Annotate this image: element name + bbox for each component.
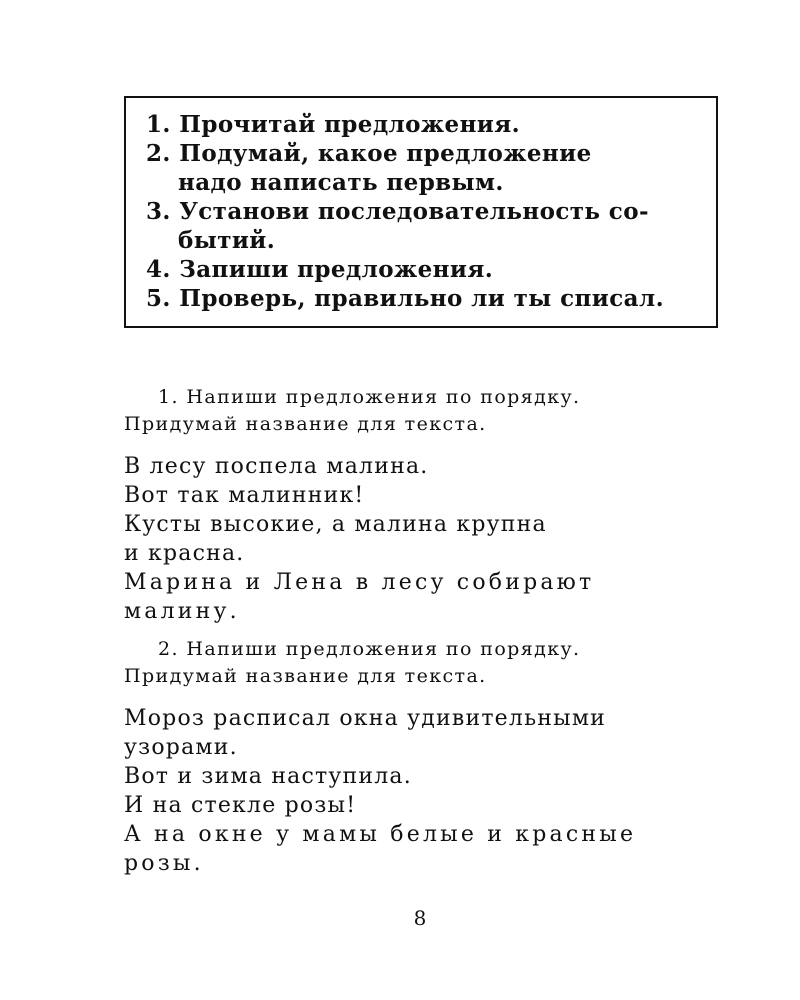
exercise-2 (124, 636, 724, 878)
sentence-line: А на окне у мамы белые и красные (124, 822, 637, 847)
sentence-line: Марина и Лена в лесу собирают (124, 570, 595, 595)
sentence-line: Мороз расписал окна удивительными (124, 706, 607, 731)
sentence-line: малину. (124, 599, 240, 624)
sentence-line: Вот и зима наступила. (124, 764, 412, 789)
task-line: Придумай название для текста. (124, 665, 487, 687)
exercise-2-task (124, 636, 724, 690)
exercise-1 (124, 384, 724, 626)
rule-text: 3. Установи последовательность со- (146, 198, 649, 225)
rule-text: 4. Запиши предложения. (146, 256, 494, 283)
rules-box (124, 96, 718, 328)
rule-text-continuation: бытий. (178, 227, 276, 254)
sentence-line: Вот так малинник! (124, 483, 365, 508)
sentence-line: узорами. (124, 735, 238, 760)
rule-item (146, 139, 702, 197)
task-line: 1. Напиши предложения по порядку. (158, 386, 581, 408)
exercise-1-sentences (124, 452, 724, 626)
sentence-line: Кусты высокие, а малина крупна (124, 512, 547, 537)
task-line: 2. Напиши предложения по порядку. (158, 638, 581, 660)
rule-item (146, 197, 702, 255)
page-number: 8 (413, 906, 427, 930)
rule-item (146, 255, 702, 284)
rule-text: 1. Прочитай предложения. (146, 111, 521, 138)
sentence-line: и красна. (124, 541, 245, 566)
task-line: Придумай название для текста. (124, 413, 487, 435)
rules-list (146, 110, 702, 313)
rule-item (146, 284, 702, 313)
rule-item (146, 110, 702, 139)
exercise-1-task (124, 384, 724, 438)
sentence-line: В лесу поспела малина. (124, 454, 429, 479)
exercise-2-sentences (124, 704, 724, 878)
sentence-line: розы. (124, 851, 204, 876)
rule-text: 5. Проверь, правильно ли ты списал. (146, 285, 664, 312)
rule-text: 2. Подумай, какое предложение (146, 140, 592, 167)
rule-text-continuation: надо написать первым. (178, 169, 504, 196)
sentence-line: И на стекле розы! (124, 793, 357, 818)
